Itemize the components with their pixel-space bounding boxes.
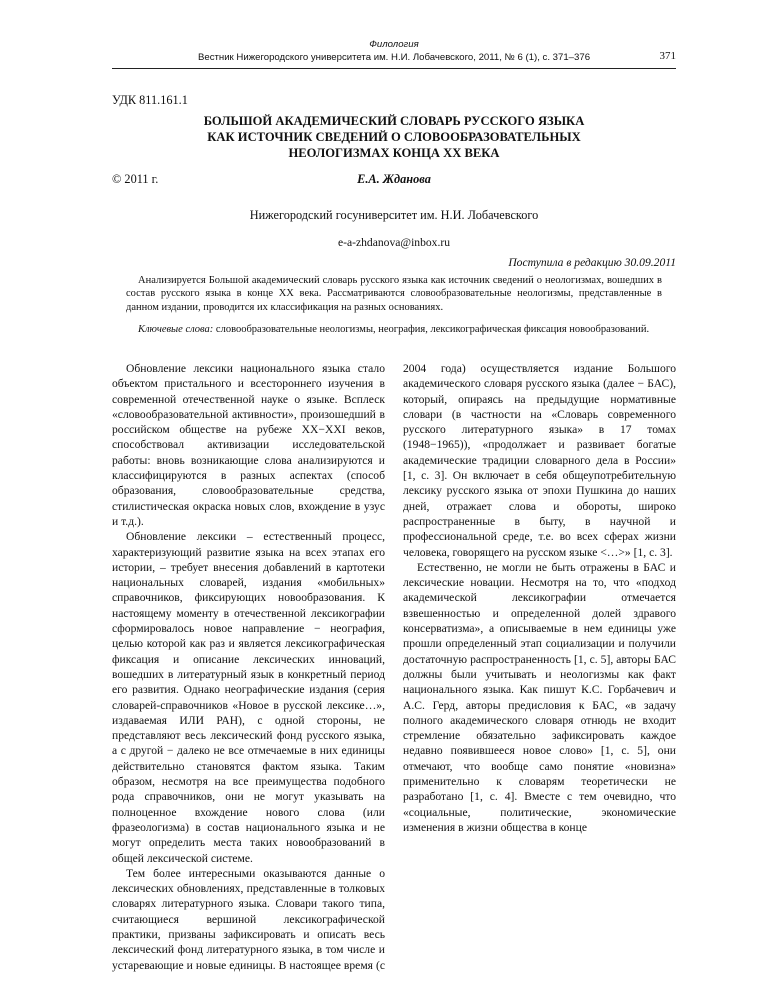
title-line: НЕОЛОГИЗМАХ КОНЦА XX ВЕКА xyxy=(288,146,500,160)
section-name: Филология xyxy=(369,39,419,50)
header-rule xyxy=(112,68,676,69)
author-email: e-a-zhdanova@inbox.ru xyxy=(337,236,451,249)
body-paragraph: Обновление лексики – естественный процесс, характеризующий развитие языка на всех этапах его истории, – требует внесения добавлений в картотеки национальных словарей, издания «мобильных» справочников, фиксирующих новообразования. К настоящему моменту в отечественной лексикографии сформировалось новое направление − неография, целью которой как раз и является лексикографическая фиксация и описание лексических инноваций, вошедших в литературный язык в конкретный период его развития. Однако неографические издания (серия словарей-справочников «Новое в русской лексике…», издаваемая ИЛИ РАН), с одной стороны, не представляют весь лексический фонд русского языка, а с другой − далеко не все отмечаемые в них единицы действительно становятся фактом языка. Таким образом, несмотря на все преимущества подобного рода справочников, они не могут указывать на полноценное вхождение нового слова (или фразеологизма) в состав национального языка и не могут определить места таких новообразований в общей лексической системе. xyxy=(112,530,385,865)
body-paragraph: Естественно, не могли не быть отражены в БАС и лексические новации. Несмотря на то, что «подход академической лексикографии отмечается взвешенностью и определенной долей здравого консерватизма», а описываемые в нем единицы уже прошли определенный этап социализации и получили достаточную распространенность [1, с. 5], авторы БАС должны были учитывать и неологизмы как факт национального языка. Как пишут К.С. Горбачевич и А.С. Герд, авторы предисловия к БАС, «в задачу полного академического словаря отнюдь не входит стремление обязательно зафиксировать каждое недавно появившееся новое слово» [1, с. 5], они отмечают, что вообще само понятие «новизна» применительно к словарям теоретически не разработано [1, с. 4]. Вместе с тем очевидно, что «социальные, политические, экономические изменения в жизни общества в конце xyxy=(403,560,676,834)
article-title xyxy=(112,113,676,161)
title-line: КАК ИСТОЧНИК СВЕДЕНИЙ О СЛОВООБРАЗОВАТЕЛЬНЫХ xyxy=(207,130,581,144)
running-head xyxy=(112,38,676,64)
body-paragraph: Тем более интересными оказываются данные о лексических обновлениях, представленные в толковых словарях литературного языка. Словари такого типа, считающиеся вершиной лексикографической практики, призваны зафиксировать и описать весь лексический фонд литературного языка, в том числе и устаревающие и новые единицы. В настоящее время (с 2004 года) осуществляется издание Большого академического словаря русского языка (далее − БАС), который, опираясь на предыдущие нормативные словари (в частности на «Словарь современного русского литературного языка» в 17 томах (1948−1965)), «продолжает и развивает богатые академические традиции словарного дела в России» [1, с. 3]. Он включает в себя общеупотребительную лексику русского языка от эпохи Пушкина до наших дней, отражает слова и обороты, широко распространенные в быту, в научной и профессиональной среде, т.е. во всех сферах жизни человека, говорящего на русском языке <…>» [1, с. 3]. xyxy=(112,362,676,972)
received-date: Поступила в редакцию 30.09.2011 xyxy=(508,256,676,269)
abstract: Анализируется Большой академический словарь русского языка как источник сведений о неологизмах, вошедших в состав русского языка в конце XX века. Рассматриваются словообразовательные неологизмы, представленные в данном издании, проводится их классификация на разных основаниях. xyxy=(126,275,662,313)
keywords-label: Ключевые слова: xyxy=(138,324,214,335)
body-text xyxy=(112,361,676,981)
udc-code: УДК 811.161.1 xyxy=(112,93,188,107)
author-name: Е.А. Жданова xyxy=(357,172,431,186)
affiliation: Нижегородский госуниверситет им. Н.И. Лобачевского xyxy=(249,208,539,222)
keywords-text: словообразовательные неологизмы, неография, лексикографическая фиксация новообразований. xyxy=(213,324,650,335)
copyright-year: © 2011 г. xyxy=(112,172,159,186)
body-paragraph: Обновление лексики национального языка стало объектом пристального и всестороннего изучения в современной отечественной науке о языке. Всплеск «словообразовательной активности», произошедший в российском обществе на рубеже XX−XXI веков, способствовал активизации исследовательской работы: вновь возникающие слова анализируются и классифицируются в разных аспектах (способ образования, словообразовательные средства, стилистическая окраска новых слов, вхождение в узус и т.д.). xyxy=(112,362,385,528)
page-number: 371 xyxy=(659,50,676,62)
journal-citation: Вестник Нижегородского университета им. Н.И. Лобачевского, 2011, № 6 (1), с. 371–376 xyxy=(197,52,591,63)
keywords xyxy=(126,323,662,336)
title-line: БОЛЬШОЙ АКАДЕМИЧЕСКИЙ СЛОВАРЬ РУССКОГО ЯЗЫКА xyxy=(203,114,585,128)
